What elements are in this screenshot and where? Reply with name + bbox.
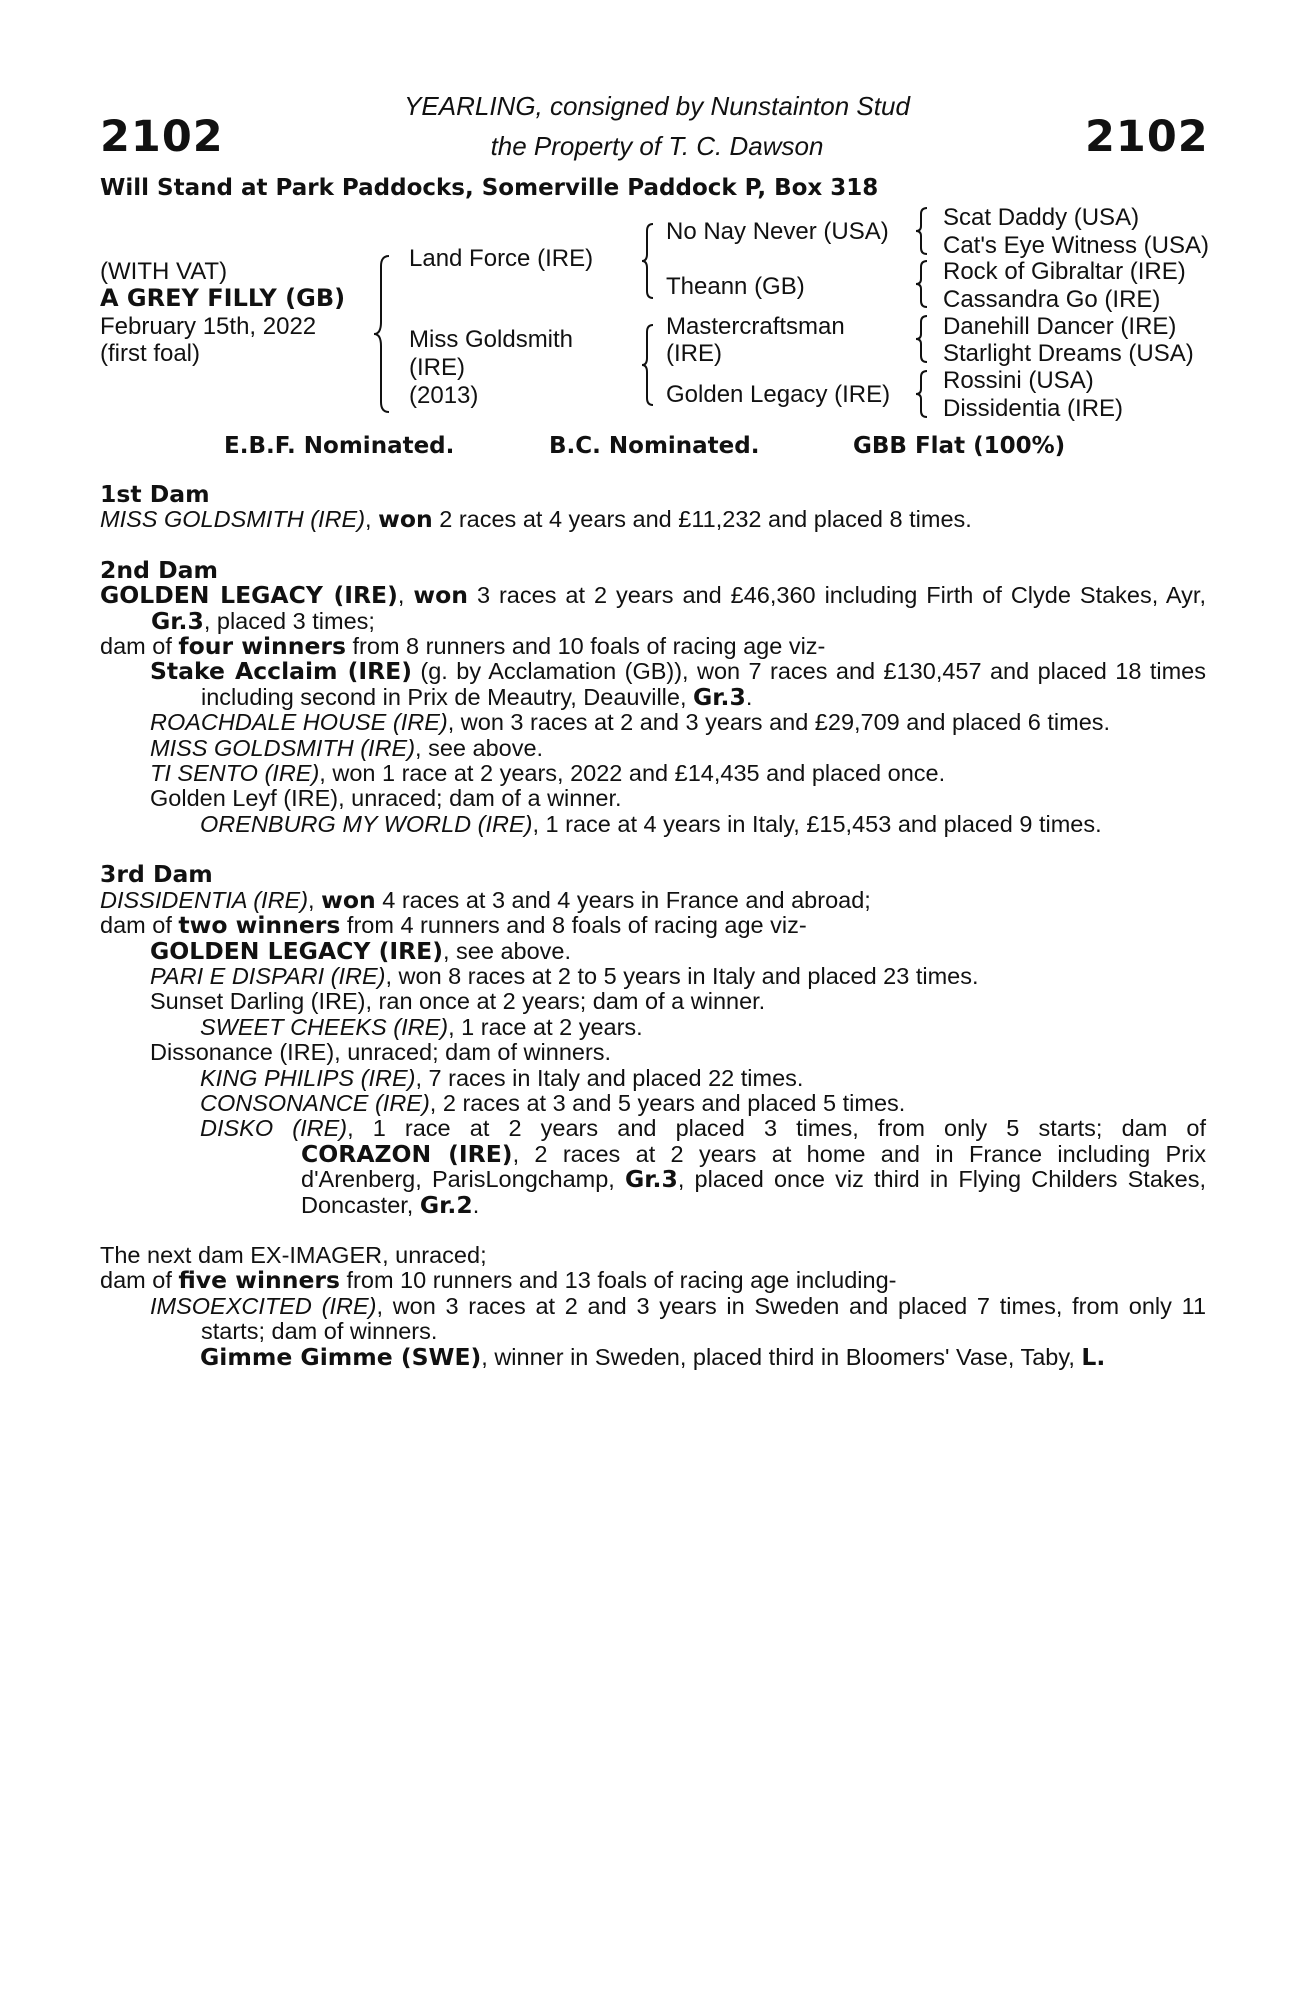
lot-number-right: 2102	[1085, 112, 1209, 162]
produce-sweet-cheeks: SWEET CHEEKS (IRE), 1 race at 2 years.	[200, 1013, 643, 1040]
first-dam-heading: 1st Dam	[100, 480, 210, 508]
pedigree-g4-6: Starlight Dreams (USA)	[943, 340, 1194, 367]
first-dam-record: MISS GOLDSMITH (IRE), won 2 races at 4 years and £11,232 and placed 8 times.	[100, 505, 972, 534]
first-dam-name: MISS GOLDSMITH (IRE)	[100, 506, 366, 533]
produce-miss-goldsmith: MISS GOLDSMITH (IRE), see above.	[150, 734, 544, 761]
first-dam-won: won	[378, 505, 433, 534]
third-dam-produce-summary: dam of two winners from 4 runners and 8 foals of racing age viz-	[100, 911, 807, 940]
produce-roachdale-house: ROACHDALE HOUSE (IRE), won 3 races at 2 and 3 years and £29,709 and placed 6 times.	[150, 709, 1111, 736]
produce-sunset-darling: Sunset Darling (IRE), ran once at 2 years; dam of a winner.	[150, 988, 766, 1015]
produce-orenburg-my-world: ORENBURG MY WORLD (IRE), 1 race at 4 years in Italy, £15,453 and placed 9 times.	[200, 810, 1102, 837]
pedigree-g4-8: Dissidentia (IRE)	[943, 395, 1124, 422]
horse-note: (first foal)	[100, 340, 201, 367]
produce-record	[100, 482, 1206, 1370]
second-dam-produce-summary: dam of four winners from 8 runners and 10 foals of racing age viz-	[100, 632, 826, 661]
pedigree-g4-7: Rossini (USA)	[943, 367, 1094, 394]
produce-ti-sento: TI SENTO (IRE), won 1 race at 2 years, 2022 and £14,435 and placed once.	[150, 760, 946, 787]
pedigree-dam-line-3: (2013)	[409, 382, 479, 409]
lot-number-left: 2102	[100, 112, 224, 162]
pedigree-brace-main	[372, 254, 392, 414]
third-dam-record: DISSIDENTIA (IRE), won 4 races at 3 and 4 years in France and abroad;	[100, 885, 871, 914]
produce-golden-legacy: GOLDEN LEGACY (IRE), see above.	[150, 936, 572, 965]
consignment-line-1: YEARLING, consigned by Nunstainton Stud	[404, 91, 910, 121]
pedigree-g4-4: Cassandra Go (IRE)	[943, 286, 1161, 313]
pedigree-dam-dam: Golden Legacy (IRE)	[666, 381, 891, 408]
pedigree-brace-dam	[640, 323, 656, 407]
pedigree-dam-line-2: (IRE)	[409, 354, 465, 381]
produce-disko: DISKO (IRE), 1 race at 2 years and placed 3 times, from only 5 starts; dam of	[200, 1115, 1207, 1142]
produce-consonance: CONSONANCE (IRE), 2 races at 3 and 5 years and placed 5 times.	[200, 1089, 906, 1116]
nomination-ebf: E.B.F. Nominated.	[224, 433, 455, 459]
pedigree-sire-sire: No Nay Never (USA)	[666, 218, 889, 245]
pedigree-g4-2: Cat's Eye Witness (USA)	[943, 232, 1209, 259]
second-dam-heading: 2nd Dam	[100, 555, 218, 584]
horse-vat: (WITH VAT)	[100, 258, 228, 285]
produce-gimme-gimme: Gimme Gimme (SWE), winner in Sweden, placed third in Bloomers' Vase, Taby, L.	[200, 1342, 1106, 1371]
produce-golden-leyf: Golden Leyf (IRE), unraced; dam of a winner.	[150, 785, 622, 812]
produce-pari-e-dispari: PARI E DISPARI (IRE), won 8 races at 2 to 5 years in Italy and placed 23 times.	[150, 962, 979, 989]
pedigree-brace-g4-4	[914, 369, 930, 419]
produce-corazon: CORAZON (IRE), 2 races at 2 years at home and in France including Prix d'Arenberg, ParisLongchamp, Gr.3, placed once viz third in Flying Childers Stakes, Doncaster, Gr.2.	[301, 1139, 1207, 1219]
pedigree-sire: Land Force (IRE)	[409, 245, 594, 272]
next-dam-produce-summary: dam of five winners from 10 runners and 13 foals of racing age including-	[100, 1266, 897, 1295]
stable-location: Will Stand at Park Paddocks, Somerville Paddock P, Box 318	[100, 175, 879, 201]
pedigree-sire-dam: Theann (GB)	[666, 273, 805, 300]
consignment	[300, 86, 1014, 166]
consignment-line-2: the Property of T. C. Dawson	[490, 131, 824, 161]
pedigree-dam-sire-line-2: (IRE)	[666, 340, 722, 367]
pedigree-brace-g4-3	[914, 314, 930, 364]
produce-dissonance: Dissonance (IRE), unraced; dam of winners.	[150, 1039, 612, 1066]
next-dam-record: The next dam EX-IMAGER, unraced;	[100, 1241, 487, 1268]
pedigree-g4-1: Scat Daddy (USA)	[943, 204, 1140, 231]
nomination-bc: B.C. Nominated.	[549, 433, 760, 459]
pedigree-dam-line-1: Miss Goldsmith	[409, 326, 574, 353]
pedigree-g4-5: Danehill Dancer (IRE)	[943, 313, 1177, 340]
nomination-gbb: GBB Flat (100%)	[853, 433, 1066, 459]
produce-stake-acclaim: Stake Acclaim (IRE) (g. by Acclamation (GB)), won 7 races and £130,457 and placed 18 times including second in Prix de Meautry, Deauville, Gr.3.	[150, 657, 1206, 711]
pedigree-g4-3: Rock of Gibraltar (IRE)	[943, 258, 1186, 285]
pedigree-brace-g4-1	[914, 206, 930, 256]
pedigree-brace-sire	[640, 222, 656, 300]
third-dam-heading: 3rd Dam	[100, 860, 213, 889]
horse-name: A GREY FILLY (GB)	[100, 284, 346, 312]
second-dam-name: GOLDEN LEGACY (IRE)	[100, 581, 398, 610]
pedigree-dam-sire-line-1: Mastercraftsman	[666, 313, 845, 340]
produce-imsoexcited: IMSOEXCITED (IRE), won 3 races at 2 and 3 years in Sweden and placed 7 times, from only 11 starts; dam of winners.	[150, 1292, 1207, 1345]
produce-king-philips: KING PHILIPS (IRE), 7 races in Italy and placed 22 times.	[200, 1064, 804, 1091]
pedigree-brace-g4-2	[914, 259, 930, 309]
horse-foaled: February 15th, 2022	[100, 313, 317, 340]
second-dam-record: GOLDEN LEGACY (IRE), won 3 races at 2 years and £46,360 including Firth of Clyde Stakes, Ayr, Gr.3, placed 3 times;	[100, 581, 1206, 635]
